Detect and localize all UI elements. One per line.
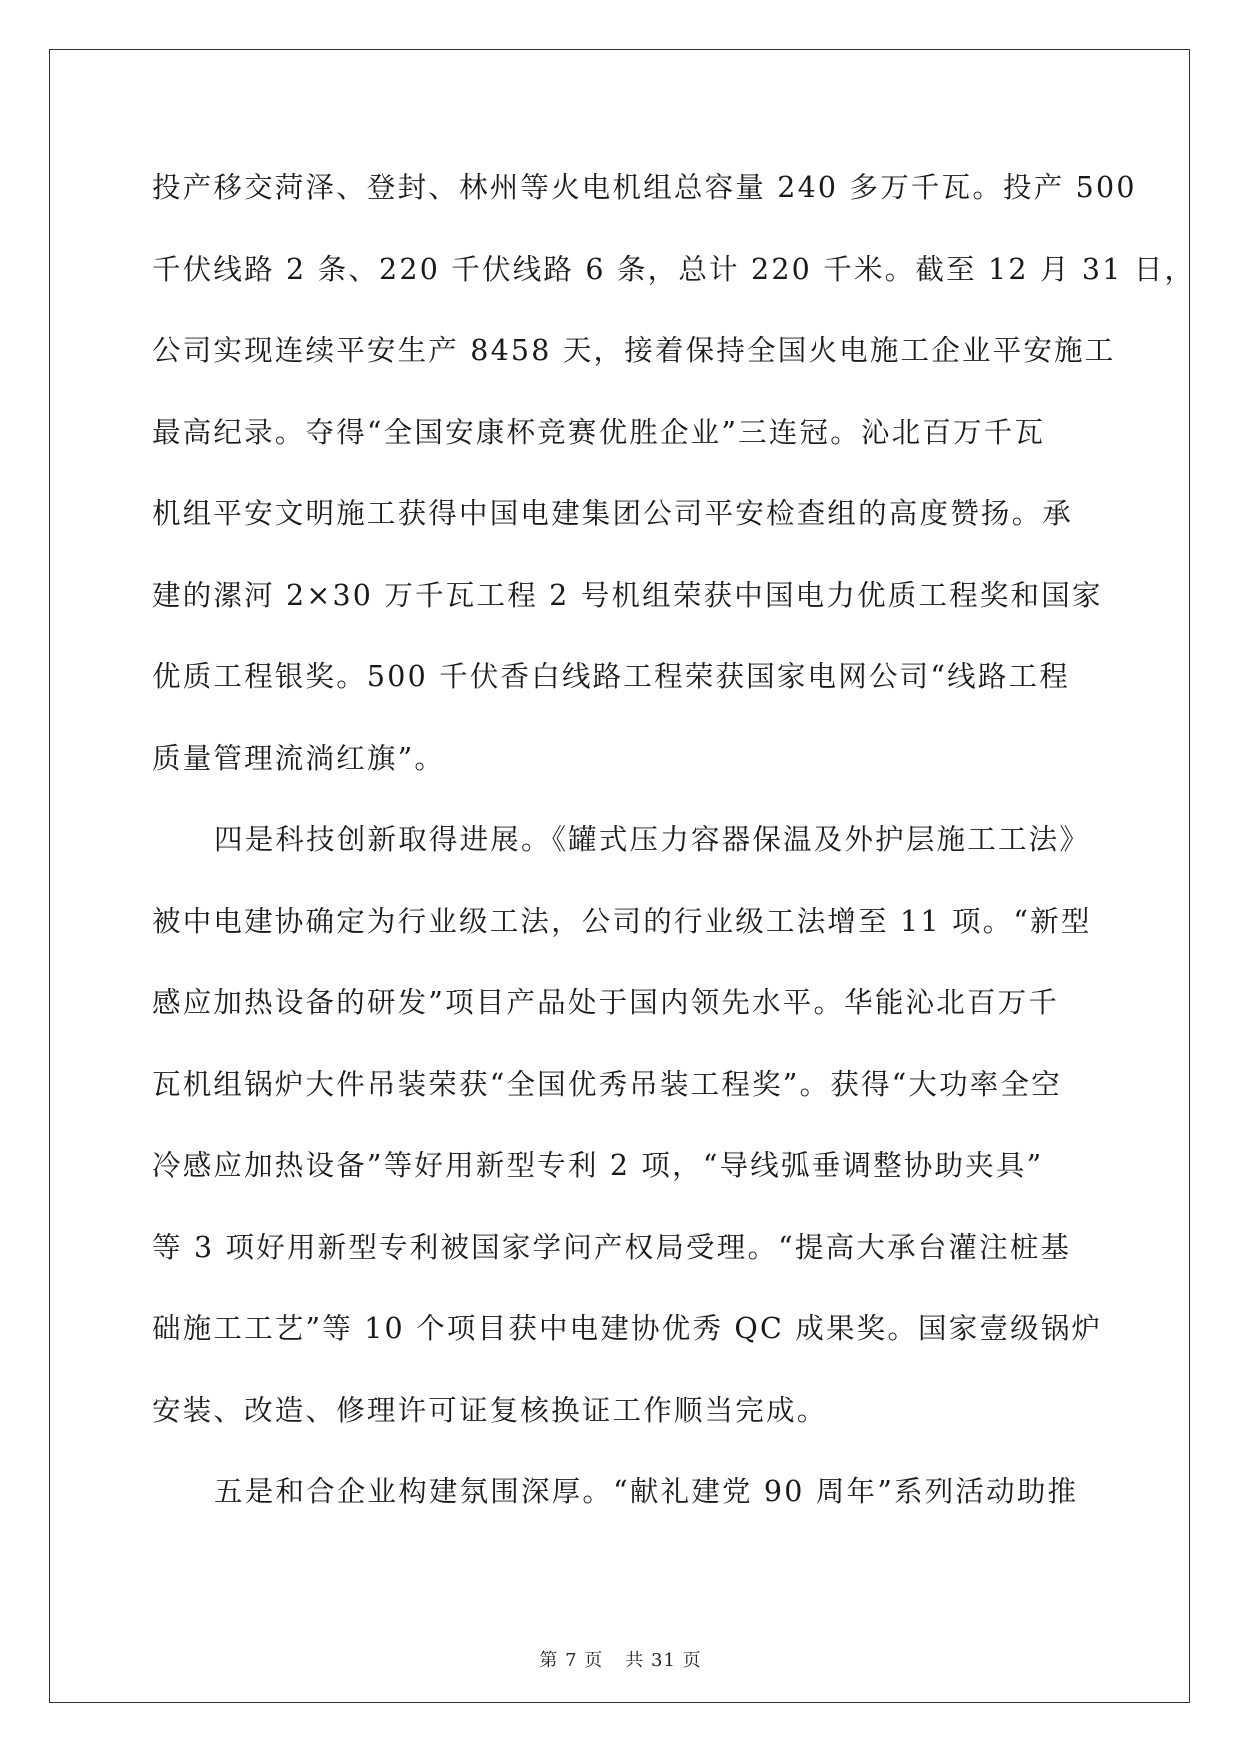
text-line: 最高纪录。夺得“全国安康杯竞赛优胜企业”三连冠。沁北百万千瓦 [152,415,1046,449]
text-line: 感应加热设备的研发”项目产品处于国内领先水平。华能沁北百万千 [152,986,1060,1019]
text-line: 优质工程银奖。500 千伏香白线路工程荣获国家电网公司“线路工程 [152,660,1070,693]
text-line: 机组平安文明施工获得中国电建集团公司平安检查组的高度赞扬。承 [152,497,1074,530]
text-line: 等 3 项好用新型专利被国家学问产权局受理。“提高大承台灌注桩基 [152,1230,1072,1264]
paragraph-start-line: 四是科技创新取得进展。《罐式压力容器保温及外护层施工工法》 [214,823,1091,856]
page-total: 共 31 页 [625,1650,702,1671]
text-line: 质量管理流淌红旗”。 [152,741,446,775]
text-line: 千伏线路 2 条、220 千伏线路 6 条，总计 220 千米。截至 12 月 31 日， [152,252,1196,286]
text-line: 投产移交菏泽、登封、林州等火电机组总容量 240 多万千瓦。投产 500 [152,171,1137,204]
text-line: 瓦机组锅炉大件吊装荣获“全国优秀吊装工程奖”。获得“大功率全空 [152,1067,1062,1101]
paragraph-start-line: 五是和合企业构建氛围深厚。“献礼建党 90 周年”系列活动助推 [214,1475,1079,1508]
text-line: 公司实现连续平安生产 8458 天，接着保持全国火电施工企业平安施工 [152,334,1116,367]
text-line: 础施工工艺”等 10 个项目获中电建协优秀 QC 成果奖。国家壹级锅炉 [152,1312,1103,1345]
document-body [152,158,1196,1544]
text-line: 建的漯河 2×30 万千瓦工程 2 号机组荣获中国电力优质工程奖和国家 [152,578,1103,612]
page-footer [0,1646,1241,1672]
text-line: 冷感应加热设备”等好用新型专利 2 项，“导线弧垂调整协助夹具” [152,1149,1044,1182]
text-line: 被中电建协确定为行业级工法，公司的行业级工法增至 11 项。“新型 [152,904,1092,938]
page-number: 第 7 页 [539,1650,604,1671]
text-line: 安装、改造、修理许可证复核换证工作顺当完成。 [152,1393,828,1427]
